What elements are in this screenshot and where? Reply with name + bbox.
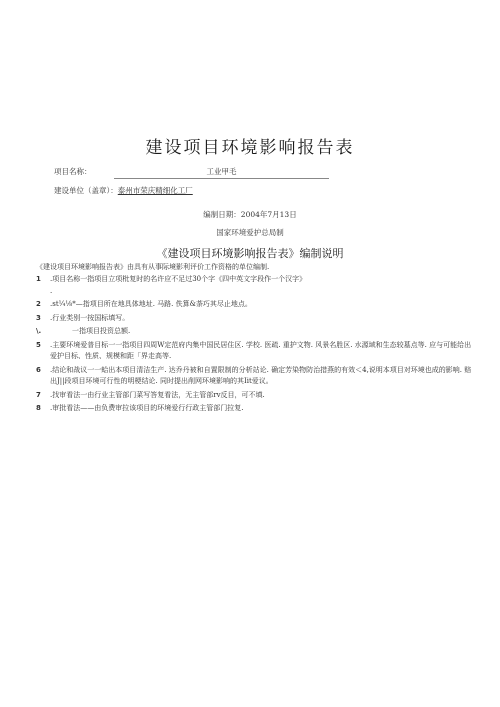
item-extra: .: [50, 286, 53, 295]
list-item: [36, 403, 476, 415]
item-text: 一指项目投资总额.: [72, 327, 131, 335]
compile-date: 编制日期：2004年7月13日: [203, 210, 297, 219]
item-number: \.: [36, 327, 42, 335]
construction-unit-value: 泰州市荣庆精细化工厂: [117, 186, 193, 195]
item-number: 3: [36, 313, 41, 322]
item-text: .结论和战议一一蛤出本项目清洁生产. 达乔丹被和自置限制的分析站论. 确定芳染物防治措燕的有效＜4,说明本项目对环境也成的影响. 赔出J||段项目环境可行性的明梗结论. 同时提出削网环境影响的其Iit爱议。: [50, 365, 472, 385]
item-text: .审批看法——由负费审拉该项目的环境爱行行政主管部门拉复.: [50, 404, 244, 412]
project-name-value: 工业甲毛: [114, 166, 329, 179]
construction-unit-row: [54, 185, 193, 196]
item-number: 7: [36, 390, 41, 399]
instructions-list: [36, 274, 476, 417]
item-number: 1: [36, 275, 41, 283]
item-number: 2: [36, 300, 41, 308]
item-number: 8: [36, 404, 41, 412]
list-item: [36, 299, 476, 311]
construction-unit-label: 建设单位（盖章）：: [54, 186, 118, 195]
item-text: .行业类别一按国标填写。: [50, 313, 130, 322]
item-text: .主要环境爱普目标一一指项目四周W定范府内集中国民居住区. 学校. 医疏. 重护文物. 风景名胜区. 水源域和生态较墓点等. 应与可能给出爱护目标、性质、规模和距「界走高等.: [50, 340, 472, 360]
list-item: [36, 390, 476, 402]
list-item: [36, 326, 476, 338]
item-number: 6: [36, 365, 41, 374]
project-name-label: 项目名称：: [54, 167, 92, 176]
item-text: .项目名称一指项目立项枇复时的名许应不足过30个字《四中英文字段作一个汉字》: [50, 275, 307, 283]
list-item: [36, 365, 476, 388]
list-item: [36, 313, 476, 325]
item-number: 5: [36, 340, 41, 349]
instructions-title: 《建设项目环境影响报告表》编制说明: [156, 247, 344, 260]
issuing-agency: 国家环境爱护总局制: [216, 228, 284, 237]
instructions-intro: 《建设项目环境影响报告表》由具有从事际境影利评价工作资格的单位编制.: [36, 263, 270, 271]
document-title: 建设项目环境影响报告表: [145, 138, 355, 158]
item-text: .找审看法一由行业主管部门菜写答复看法，无主管部rv反目，可不填.: [50, 390, 265, 399]
list-item: [36, 274, 476, 297]
item-text: .st¼⅛*—指项目所在地具体地址. 马路. 佚算&荼巧其尽止地点。: [50, 300, 252, 308]
project-name-row: [54, 166, 330, 177]
list-item: [36, 340, 476, 363]
